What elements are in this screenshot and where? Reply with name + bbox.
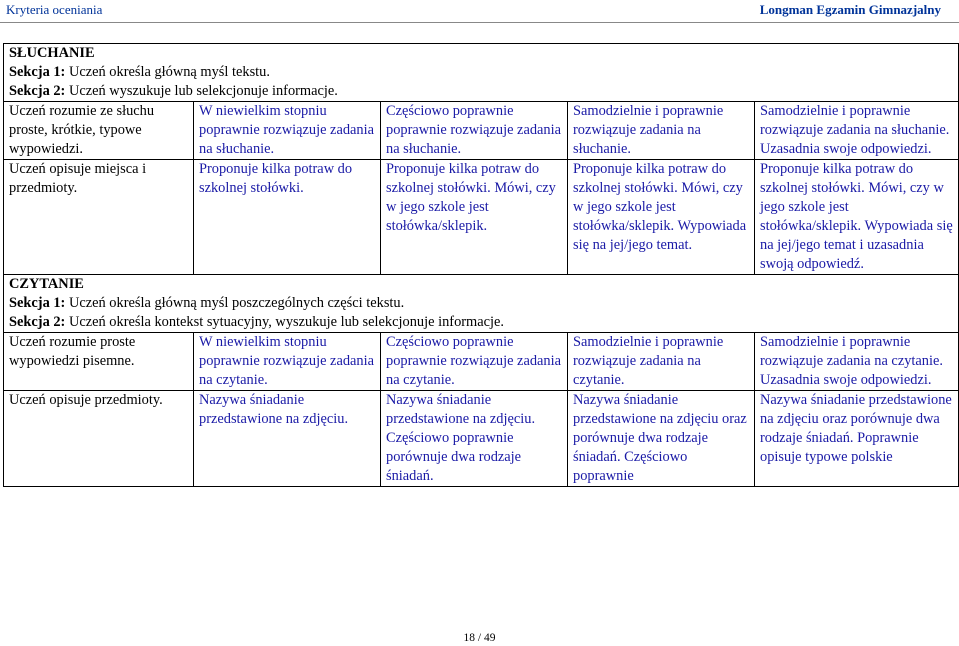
level-1-cell: Proponuje kilka potraw do szkolnej stołówki. <box>194 160 381 275</box>
level-2-cell: Częściowo poprawnie poprawnie rozwiązuje zadania na słuchanie. <box>381 102 568 160</box>
level-1-cell: Nazywa śniadanie przedstawione na zdjęciu. <box>194 391 381 487</box>
criteria-table <box>3 43 959 487</box>
section-sekcja-2: Sekcja 2: Uczeń wyszukuje lub selekcjonuje informacje. <box>9 83 338 99</box>
level-3-cell: Samodzielnie i poprawnie rozwiązuje zadania na czytanie. <box>568 333 755 391</box>
section-header-reading <box>4 275 959 333</box>
level-2-cell: Nazywa śniadanie przedstawione na zdjęciu. Częściowo poprawnie porównuje dwa rodzaje śniadań. <box>381 391 568 487</box>
criterion-cell: Uczeń rozumie ze słuchu proste, krótkie, typowe wypowiedzi. <box>4 102 194 160</box>
criterion-cell: Uczeń opisuje miejsca i przedmioty. <box>4 160 194 275</box>
header-left-title: Kryteria oceniania <box>6 2 103 17</box>
level-4-cell: Samodzielnie i poprawnie rozwiązuje zadania na słuchanie. Uzasadnia swoje odpowiedzi. <box>755 102 959 160</box>
section-sekcja-1: Sekcja 1: Uczeń określa główną myśl poszczególnych części tekstu. <box>9 295 405 311</box>
table-row <box>4 333 959 391</box>
section-row-listening <box>4 44 959 102</box>
criterion-cell: Uczeń rozumie proste wypowiedzi pisemne. <box>4 333 194 391</box>
criterion-cell: Uczeń opisuje przedmioty. <box>4 391 194 487</box>
header-right-title: Longman Egzamin Gimnazjalny <box>759 2 941 17</box>
table-row <box>4 391 959 487</box>
section-header-listening <box>4 44 959 102</box>
level-4-cell: Proponuje kilka potraw do szkolnej stołówki. Mówi, czy w jego szkole jest stołówka/sklepik. Wypowiada się na jej/jego temat i uzasadnia swoją odpowiedź. <box>755 160 959 275</box>
level-4-cell: Samodzielnie i poprawnie rozwiązuje zadania na czytanie. Uzasadnia swoje odpowiedzi. <box>755 333 959 391</box>
section-sekcja-2: Sekcja 2: Uczeń określa kontekst sytuacyjny, wyszukuje lub selekcjonuje informacje. <box>9 314 505 330</box>
section-row-reading <box>4 275 959 333</box>
level-1-cell: W niewielkim stopniu poprawnie rozwiązuje zadania na słuchanie. <box>194 102 381 160</box>
level-2-cell: Częściowo poprawnie poprawnie rozwiązuje zadania na czytanie. <box>381 333 568 391</box>
table-row <box>4 160 959 275</box>
level-3-cell: Samodzielnie i poprawnie rozwiązuje zadania na słuchanie. <box>568 102 755 160</box>
section-sekcja-1: Sekcja 1: Uczeń określa główną myśl tekstu. <box>9 64 270 80</box>
section-title: CZYTANIE <box>9 276 84 292</box>
section-title: SŁUCHANIE <box>9 45 95 61</box>
level-1-cell: W niewielkim stopniu poprawnie rozwiązuje zadania na czytanie. <box>194 333 381 391</box>
table-row <box>4 102 959 160</box>
level-4-cell: Nazywa śniadanie przedstawione na zdjęciu oraz porównuje dwa rodzaje śniadań. Poprawnie opisuje typowe polskie <box>755 391 959 487</box>
level-3-cell: Nazywa śniadanie przedstawione na zdjęciu oraz porównuje dwa rodzaje śniadań. Częściowo poprawnie <box>568 391 755 487</box>
level-2-cell: Proponuje kilka potraw do szkolnej stołówki. Mówi, czy w jego szkole jest stołówka/sklepik. <box>381 160 568 275</box>
page-number: 18 / 49 <box>463 632 496 644</box>
page-header <box>0 0 959 23</box>
level-3-cell: Proponuje kilka potraw do szkolnej stołówki. Mówi, czy w jego szkole jest stołówka/sklepik. Wypowiada się na jej/jego temat. <box>568 160 755 275</box>
